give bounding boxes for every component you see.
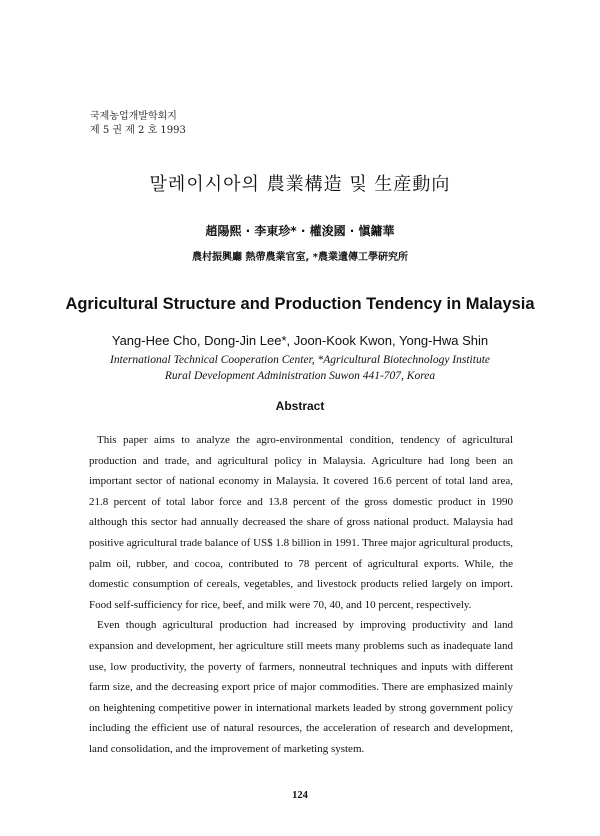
- page-number: 124: [292, 790, 308, 801]
- affiliation-korean: 農村振興廳 熱帶農業官室, *農業遺傳工學硏究所: [192, 252, 408, 263]
- abstract-paragraph-1: This paper aims to analyze the agro-environmental condition, tendency of agricultural production and trade, and agricultural policy in Malaysia. Agriculture had long been an important sector of national economy in Malaysia. It covered 16.6 percent of total land area, 21.8 percent of total labor force and 13.8 percent of the gross domestic product in 1990 although this sector had annually decreased the share of gross national product. Malaysia had positive agricultural trade balance of US$ 1.8 billion in 1991. Three major agricultural products, palm oil, rubber, and cocoa, contributed to 78 percent of agricultural exports. While, the domestic consumption of cereals, vegetables, and livestock products relied largely on import. Food self-sufficiency for rice, beef, and milk were 70, 40, and 10 percent, respectively.: [89, 434, 513, 611]
- authors-english: Yang-Hee Cho, Dong-Jin Lee*, Joon-Kook Kwon, Yong-Hwa Shin: [111, 333, 489, 348]
- journal-header: [90, 110, 186, 138]
- affiliation-english-line-2: Rural Development Administration Suwon 441-707, Korea: [164, 370, 436, 382]
- abstract-body: [89, 430, 513, 760]
- abstract-paragraph-2: Even though agricultural production had increased by improving productivity and land expansion and development, her agriculture still meets many problems such as inadequate land use, low productivity, the poverty of farmers, nonneutral techniques and inputs with different farm size, and the decreasing export price of major commodities. There are emphasized mainly on heightening competitive power in international markets leaded by strong government policy including the efficient use of natural resources, the acceleration of research and development, land consolidation, and the improvement of marketing system.: [89, 619, 513, 755]
- affiliation-english: [0, 352, 600, 384]
- abstract-heading: Abstract: [275, 399, 325, 413]
- journal-name: 국제농업개발학회지: [90, 111, 177, 122]
- affiliation-english-line-1: International Technical Cooperation Center, *Agricultural Biotechnology Institute: [110, 354, 490, 366]
- title-english: Agricultural Structure and Production Tendency in Malaysia: [65, 295, 535, 313]
- journal-volume-issue: 제 5 권 제 2 호 1993: [90, 125, 186, 136]
- authors-korean: 趙陽熙 · 李東珍* · 權浚國 · 愼鏞華: [205, 224, 395, 238]
- title-korean: 말레이시아의 農業構造 및 生産動向: [149, 174, 451, 195]
